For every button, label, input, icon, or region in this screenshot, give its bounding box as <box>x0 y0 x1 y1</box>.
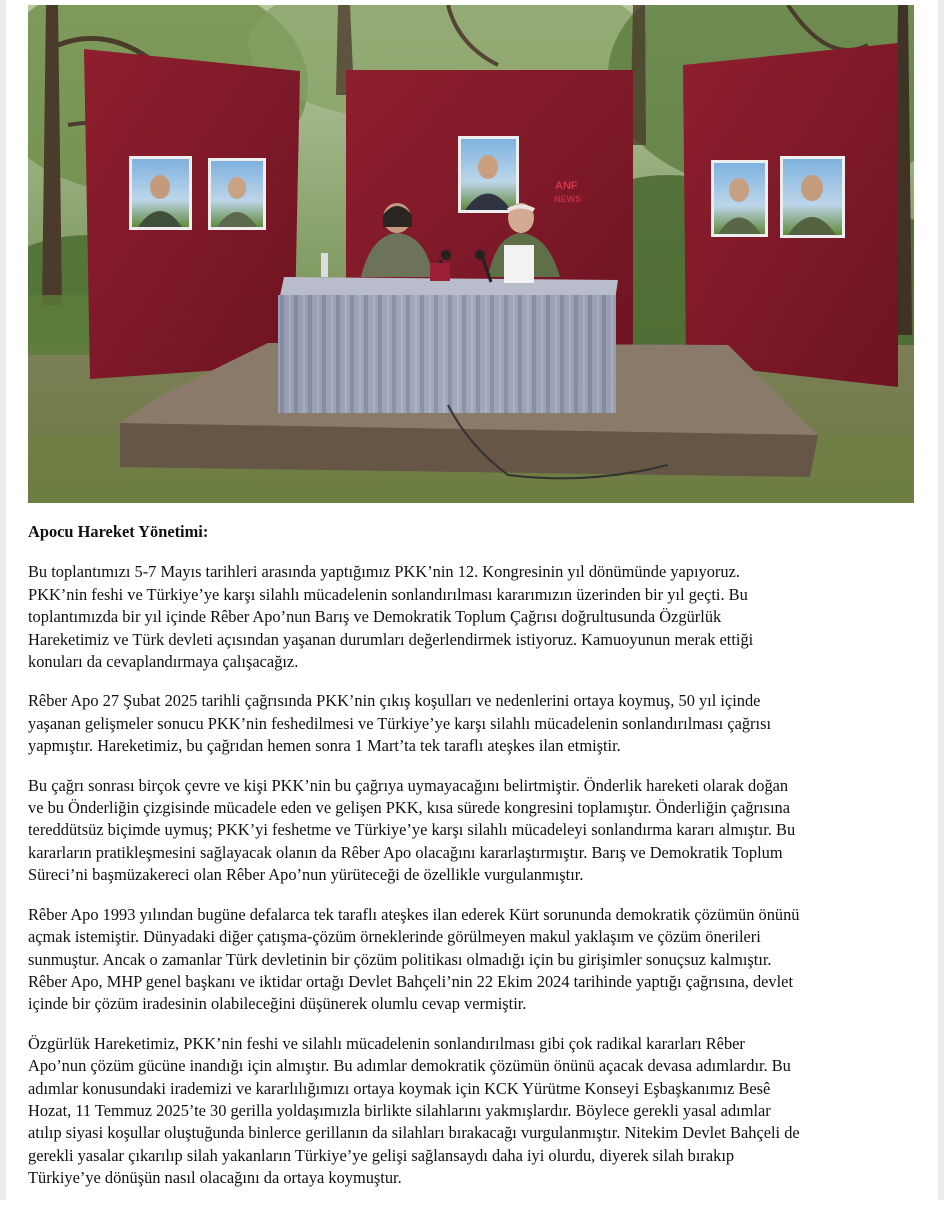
paragraph-line: Bu çağrı sonrası birçok çevre ve kişi PKK’nin bu çağrıya uymayacağını belirtmiştir. Önderlik hareketi olarak doğan <box>28 775 789 795</box>
paragraph-line: Türkiye’ye dönüşün nasıl olacağını da ortaya koymuştur. <box>28 1168 402 1188</box>
conference-table <box>278 277 618 413</box>
page-edge-right <box>938 0 944 1200</box>
paragraph-line: yaşanan gelişmeler sonucu PKK’nin feshedilmesi ve Türkiye’ye karşı silahlı mücadelenin sonlandırılması çağrısı <box>28 713 772 733</box>
paragraph-4 <box>28 904 918 1016</box>
article-body <box>28 521 918 1207</box>
article-heading: Apocu Hareket Yönetimi: <box>28 522 209 541</box>
paragraph-line: ve bu Önderliğin çizgisinde mücadele eden ve gelişen PKK, kısa sürede kongresini toplamıştır. Önderliğin çağrısına <box>28 798 790 818</box>
paragraph-1 <box>28 561 918 673</box>
paragraph-line: içinde bir çözüm iradesinin olabileceğini düşünerek olumlu cevap vermiştir. <box>28 994 527 1014</box>
paragraph-line: gerekli yasalar çıkarılıp silah yakanların Türkiye’ye gelişi sağlansaydı daha iyi olurdu, diyerek silah bırakıp <box>28 1145 735 1165</box>
paragraph-line: Rêber Apo 27 Şubat 2025 tarihli çağrısında PKK’nin çıkış koşulları ve nedenlerini ortaya koymuş, 50 yıl içinde <box>28 691 761 711</box>
paragraph-line: açmak istemiştir. Dünyadaki diğer çatışma-çözüm örneklerinde görülmeyen makul yaklaşım ve çözüm önerileri <box>28 927 761 947</box>
paragraph-5 <box>28 1033 918 1190</box>
paragraph-line: PKK’nin feshi ve Türkiye’ye karşı silahlı mücadelenin sonlandırılması kararımızın üzerinden bir yıl geçti. Bu <box>28 584 748 604</box>
paragraph-line: Rêber Apo, MHP genel başkanı ve iktidar ortağı Devlet Bahçeli’nin 22 Ekim 2024 tarihinde yaptığı çağrısına, devlet <box>28 971 794 991</box>
right-backdrop-board <box>683 43 898 387</box>
paragraph-line: tereddütsüz biçimde uymuş; PKK’yi feshetme ve Türkiye’ye karşı silahlı mücadeleyi sonlandırma kararı almıştır. Bu <box>28 820 796 840</box>
anf-watermark-bottom: NEWS <box>554 194 581 204</box>
paragraph-line: yapmıştır. Hareketimiz, bu çağrıdan hemen sonra 1 Mart’ta tek taraflı ateşkes ilan etmiştir. <box>28 736 621 756</box>
paragraph-line: Özgürlük Hareketimiz, PKK’nin feshi ve silahlı mücadelenin sonlandırılması gibi çok radikal kararları Rêber <box>28 1033 745 1053</box>
page-edge-left <box>0 0 6 1200</box>
press-conference-photo <box>28 5 914 503</box>
paragraph-line: Rêber Apo 1993 yılından bugüne defalarca tek taraflı ateşkes ilan ederek Kürt sorununda demokratik çözümün önünü <box>28 904 800 924</box>
paragraph-line: atılıp siyasi koşullar oluştuğunda binlerce gerillanın da silahları bırakacağı vurgulanmıştır. Nitekim Devlet Bahçeli de <box>28 1123 800 1143</box>
paragraph-line: kararların pratikleşmesini sağlayacak olanın da Rêber Apo olacağını kararlaştırmıştır. Barış ve Demokratik Toplum <box>28 842 783 862</box>
paragraph-line: sunmuştur. Ancak o zamanlar Türk devletinin bir çözüm politikası olmadığı için bu girişimler sonuçsuz kalmıştır. <box>28 949 772 969</box>
anf-watermark-top: ANF <box>555 180 578 192</box>
paragraph-line: Hozat, 11 Temmuz 2025’te 30 gerilla yoldaşımızla birlikte silahlarını yakmışlardır. Böylece gerekli yasal adımlar <box>28 1100 771 1120</box>
paragraph-line: adımlar konusundaki irademizi ve kararlılığımızı ortaya koymak için KCK Yürütme Konseyi Eşbaşkanımız Besê <box>28 1078 771 1098</box>
paragraph-3 <box>28 775 918 887</box>
paragraph-2 <box>28 690 918 757</box>
paragraph-line: Süreci’ni başmüzakereci olan Rêber Apo’nun yürüteceği de özellikle vurgulanmıştır. <box>28 865 584 885</box>
paragraph-line: konuları da cevaplandırmaya çalışacağız. <box>28 652 299 672</box>
paragraph-line: Hareketimiz ve Türk devleti açısından yaşanan durumları değerlendirmek istiyoruz. Kamuoyunun merak ettiği <box>28 629 754 649</box>
paragraph-line: Apo’nun çözüm gücüne inandığı için almıştır. Bu adımlar demokratik çözümün önünü açacak devasa adımlardır. Bu <box>28 1056 791 1076</box>
left-backdrop-board <box>84 49 300 379</box>
paragraph-line: Bu toplantımızı 5-7 Mayıs tarihleri arasında yaptığımız PKK’nin 12. Kongresinin yıl dönümünde yapıyoruz. <box>28 562 740 582</box>
paragraph-line: toplantımızda bir yıl içinde Rêber Apo’nun Barış ve Demokratik Toplum Çağrısı doğrultusunda Özgürlük <box>28 607 722 627</box>
